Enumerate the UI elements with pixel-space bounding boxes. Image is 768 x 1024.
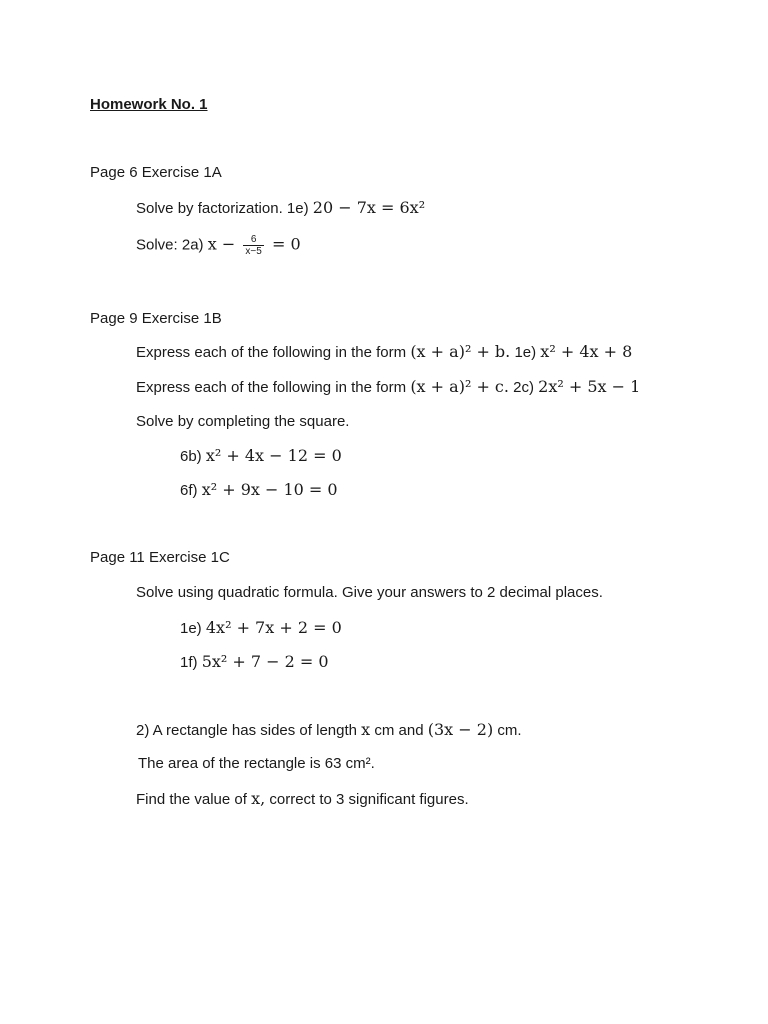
math-expression: x² + 9x − 10 = 0	[201, 480, 338, 499]
question-label: 1e)	[180, 620, 202, 637]
math-expression: (x + a)² + c.	[410, 377, 509, 396]
question-text: Express each of the following in the form	[136, 344, 407, 361]
math-expression: = 0	[271, 234, 301, 254]
fraction-denominator: x−5	[245, 246, 262, 257]
question-label: 2c)	[513, 379, 534, 396]
question-1f-quadratic	[180, 652, 329, 673]
question-1e-quadratic	[180, 618, 342, 639]
question-label: 6f)	[180, 482, 198, 499]
rectangle-area-line: The area of the rectangle is 63 cm².	[138, 755, 375, 772]
completing-square-instruction: Solve by completing the square.	[136, 413, 350, 430]
question-label: 1e)	[514, 344, 537, 361]
question-6f	[180, 480, 338, 501]
math-expression: (3x − 2)	[427, 720, 494, 739]
section-header-page6: Page 6 Exercise 1A	[90, 164, 222, 181]
question-label: 6b)	[180, 448, 202, 465]
question-text: cm.	[497, 722, 522, 739]
math-expression: 4x² + 7x + 2 = 0	[205, 618, 342, 637]
fraction	[243, 234, 263, 257]
math-expression: (x + a)² + b.	[410, 342, 511, 361]
question-6b	[180, 446, 342, 467]
fraction-numerator: 6	[243, 234, 263, 246]
math-expression: 20 − 7x = 6x²	[312, 198, 426, 217]
math-expression: 2x² + 5x − 1	[538, 377, 641, 396]
section-header-page9: Page 9 Exercise 1B	[90, 310, 222, 327]
quadratic-formula-instruction: Solve using quadratic formula. Give your answers to 2 decimal places.	[136, 584, 603, 601]
question-text: Express each of the following in the form	[136, 379, 407, 396]
math-expression: x −	[207, 234, 236, 254]
question-text: 2) A rectangle has sides of length	[136, 722, 357, 739]
question-text: Find the value of	[136, 791, 247, 808]
question-label: 1f)	[180, 654, 198, 671]
homework-title: Homework No. 1	[90, 96, 208, 113]
question-2c-express	[136, 377, 640, 398]
question-text: Solve: 2a)	[136, 236, 204, 254]
section-header-page11: Page 11 Exercise 1C	[90, 549, 230, 566]
math-expression: x² + 4x + 8	[540, 342, 633, 361]
question-1e	[136, 198, 425, 219]
math-expression: 5x² + 7 − 2 = 0	[201, 652, 329, 671]
question-text: correct to 3 significant figures.	[269, 791, 469, 808]
math-variable: x	[361, 720, 371, 739]
question-2a	[136, 234, 301, 257]
math-expression: x² + 4x − 12 = 0	[205, 446, 342, 465]
question-1e-express	[136, 342, 632, 363]
question-text: cm and	[374, 722, 424, 739]
rectangle-question-line1	[136, 720, 522, 741]
question-text: Solve by factorization. 1e)	[136, 200, 309, 217]
math-variable: x,	[251, 789, 266, 808]
rectangle-find-line	[136, 789, 469, 810]
